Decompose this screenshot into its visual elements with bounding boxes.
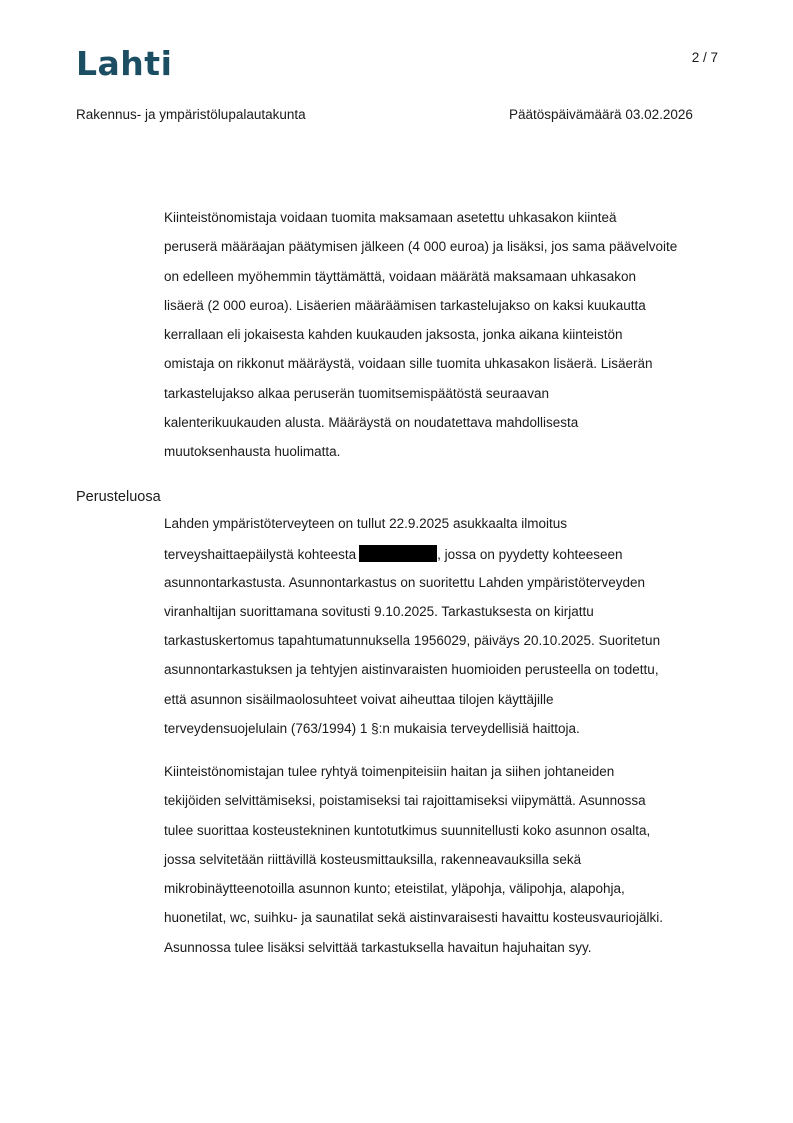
text-line: kerrallaan eli jokaisesta kahden kuukauden jaksosta, jonka aikana kiinteistön	[164, 327, 623, 343]
text-line-with-redaction	[164, 545, 724, 574]
text-line: on edelleen myöhemmin täyttämättä, voidaan määrätä maksamaan uhkasakon	[164, 268, 637, 284]
text-segment: terveyshaittaepäilystä kohteesta	[164, 547, 357, 563]
text-line: asunnontarkastuksen ja tehtyjen aistinvaraisten huomioiden perusteella on todettu,	[164, 662, 659, 678]
lahti-logo	[76, 44, 176, 84]
text-line: lisäerä (2 000 euroa). Lisäerien määräämisen tarkastelujakso on kaksi kuukautta	[164, 297, 646, 313]
page-number: 2 / 7	[691, 50, 718, 65]
text-line: omistaja on rikkonut määräystä, voidaan sille tuomita uhkasakon lisäerä. Lisäerän	[164, 356, 653, 372]
text-line: viranhaltijan suorittamana sovitusti 9.10.2025. Tarkastuksesta on kirjattu	[164, 603, 594, 619]
paragraph-penalty	[164, 210, 724, 474]
redacted-address	[359, 545, 437, 562]
text-line: Kiinteistönomistajan tulee ryhtyä toimenpiteisiin haitan ja siihen johtaneiden	[164, 764, 615, 779]
text-line: Kiinteistönomistaja voidaan tuomita maksamaan asetettu uhkasakon kiinteä	[164, 210, 617, 225]
text-line: kalenterikuukauden alusta. Määräystä on noudatettava mahdollisesta	[164, 415, 579, 431]
text-line: tarkastuskertomus tapahtumatunnuksella 1956029, päiväys 20.10.2025. Suoritetun	[164, 633, 661, 649]
text-line: muutoksenhausta huolimatta.	[164, 444, 341, 460]
text-line: tulee suorittaa kosteustekninen kuntotutkimus suunnitellusti koko asunnon osalta,	[164, 822, 651, 838]
paragraph-requirements	[164, 764, 724, 969]
text-line: terveydensuojelulain (763/1994) 1 §:n mukaisia terveydellisiä haittoja.	[164, 721, 580, 737]
logo-text: Lahti	[76, 44, 173, 83]
text-line: jossa selvitetään riittävillä kosteusmittauksilla, rakenneavauksilla sekä	[164, 851, 582, 867]
text-line: että asunnon sisäilmaolosuhteet voivat aiheuttaa tilojen käyttäjille	[164, 691, 554, 707]
text-segment: , jossa on pyydetty kohteeseen	[437, 547, 623, 563]
paragraph-reasoning	[164, 516, 724, 750]
section-heading: Perusteluosa	[76, 489, 161, 505]
text-line: asunnontarkastusta. Asunnontarkastus on suoritettu Lahden ympäristöterveyden	[164, 574, 646, 590]
decision-date: Päätöspäivämäärä 03.02.2026	[509, 107, 693, 122]
text-line: tarkastelujakso alkaa peruserän tuomitsemispäätöstä seuraavan	[164, 385, 549, 401]
text-line: Asunnossa tulee lisäksi selvittää tarkastuksella havaitun hajuhaitan syy.	[164, 939, 592, 955]
committee-name: Rakennus- ja ympäristölupalautakunta	[76, 107, 306, 122]
text-line: Lahden ympäristöterveyteen on tullut 22.9.2025 asukkaalta ilmoitus	[164, 516, 567, 531]
text-line: huonetilat, wc, suihku- ja saunatilat sekä aistinvaraisesti havaittu kosteusvauriojälki.	[164, 910, 664, 926]
text-line: tekijöiden selvittämiseksi, poistamiseksi tai rajoittamiseksi viipymättä. Asunnossa	[164, 793, 646, 809]
text-line: peruserä määräajan päätymisen jälkeen (4 000 euroa) ja lisäksi, jos sama päävelvoite	[164, 239, 678, 255]
text-line: mikrobinäytteenotoilla asunnon kunto; eteistilat, yläpohja, välipohja, alapohja,	[164, 881, 625, 897]
